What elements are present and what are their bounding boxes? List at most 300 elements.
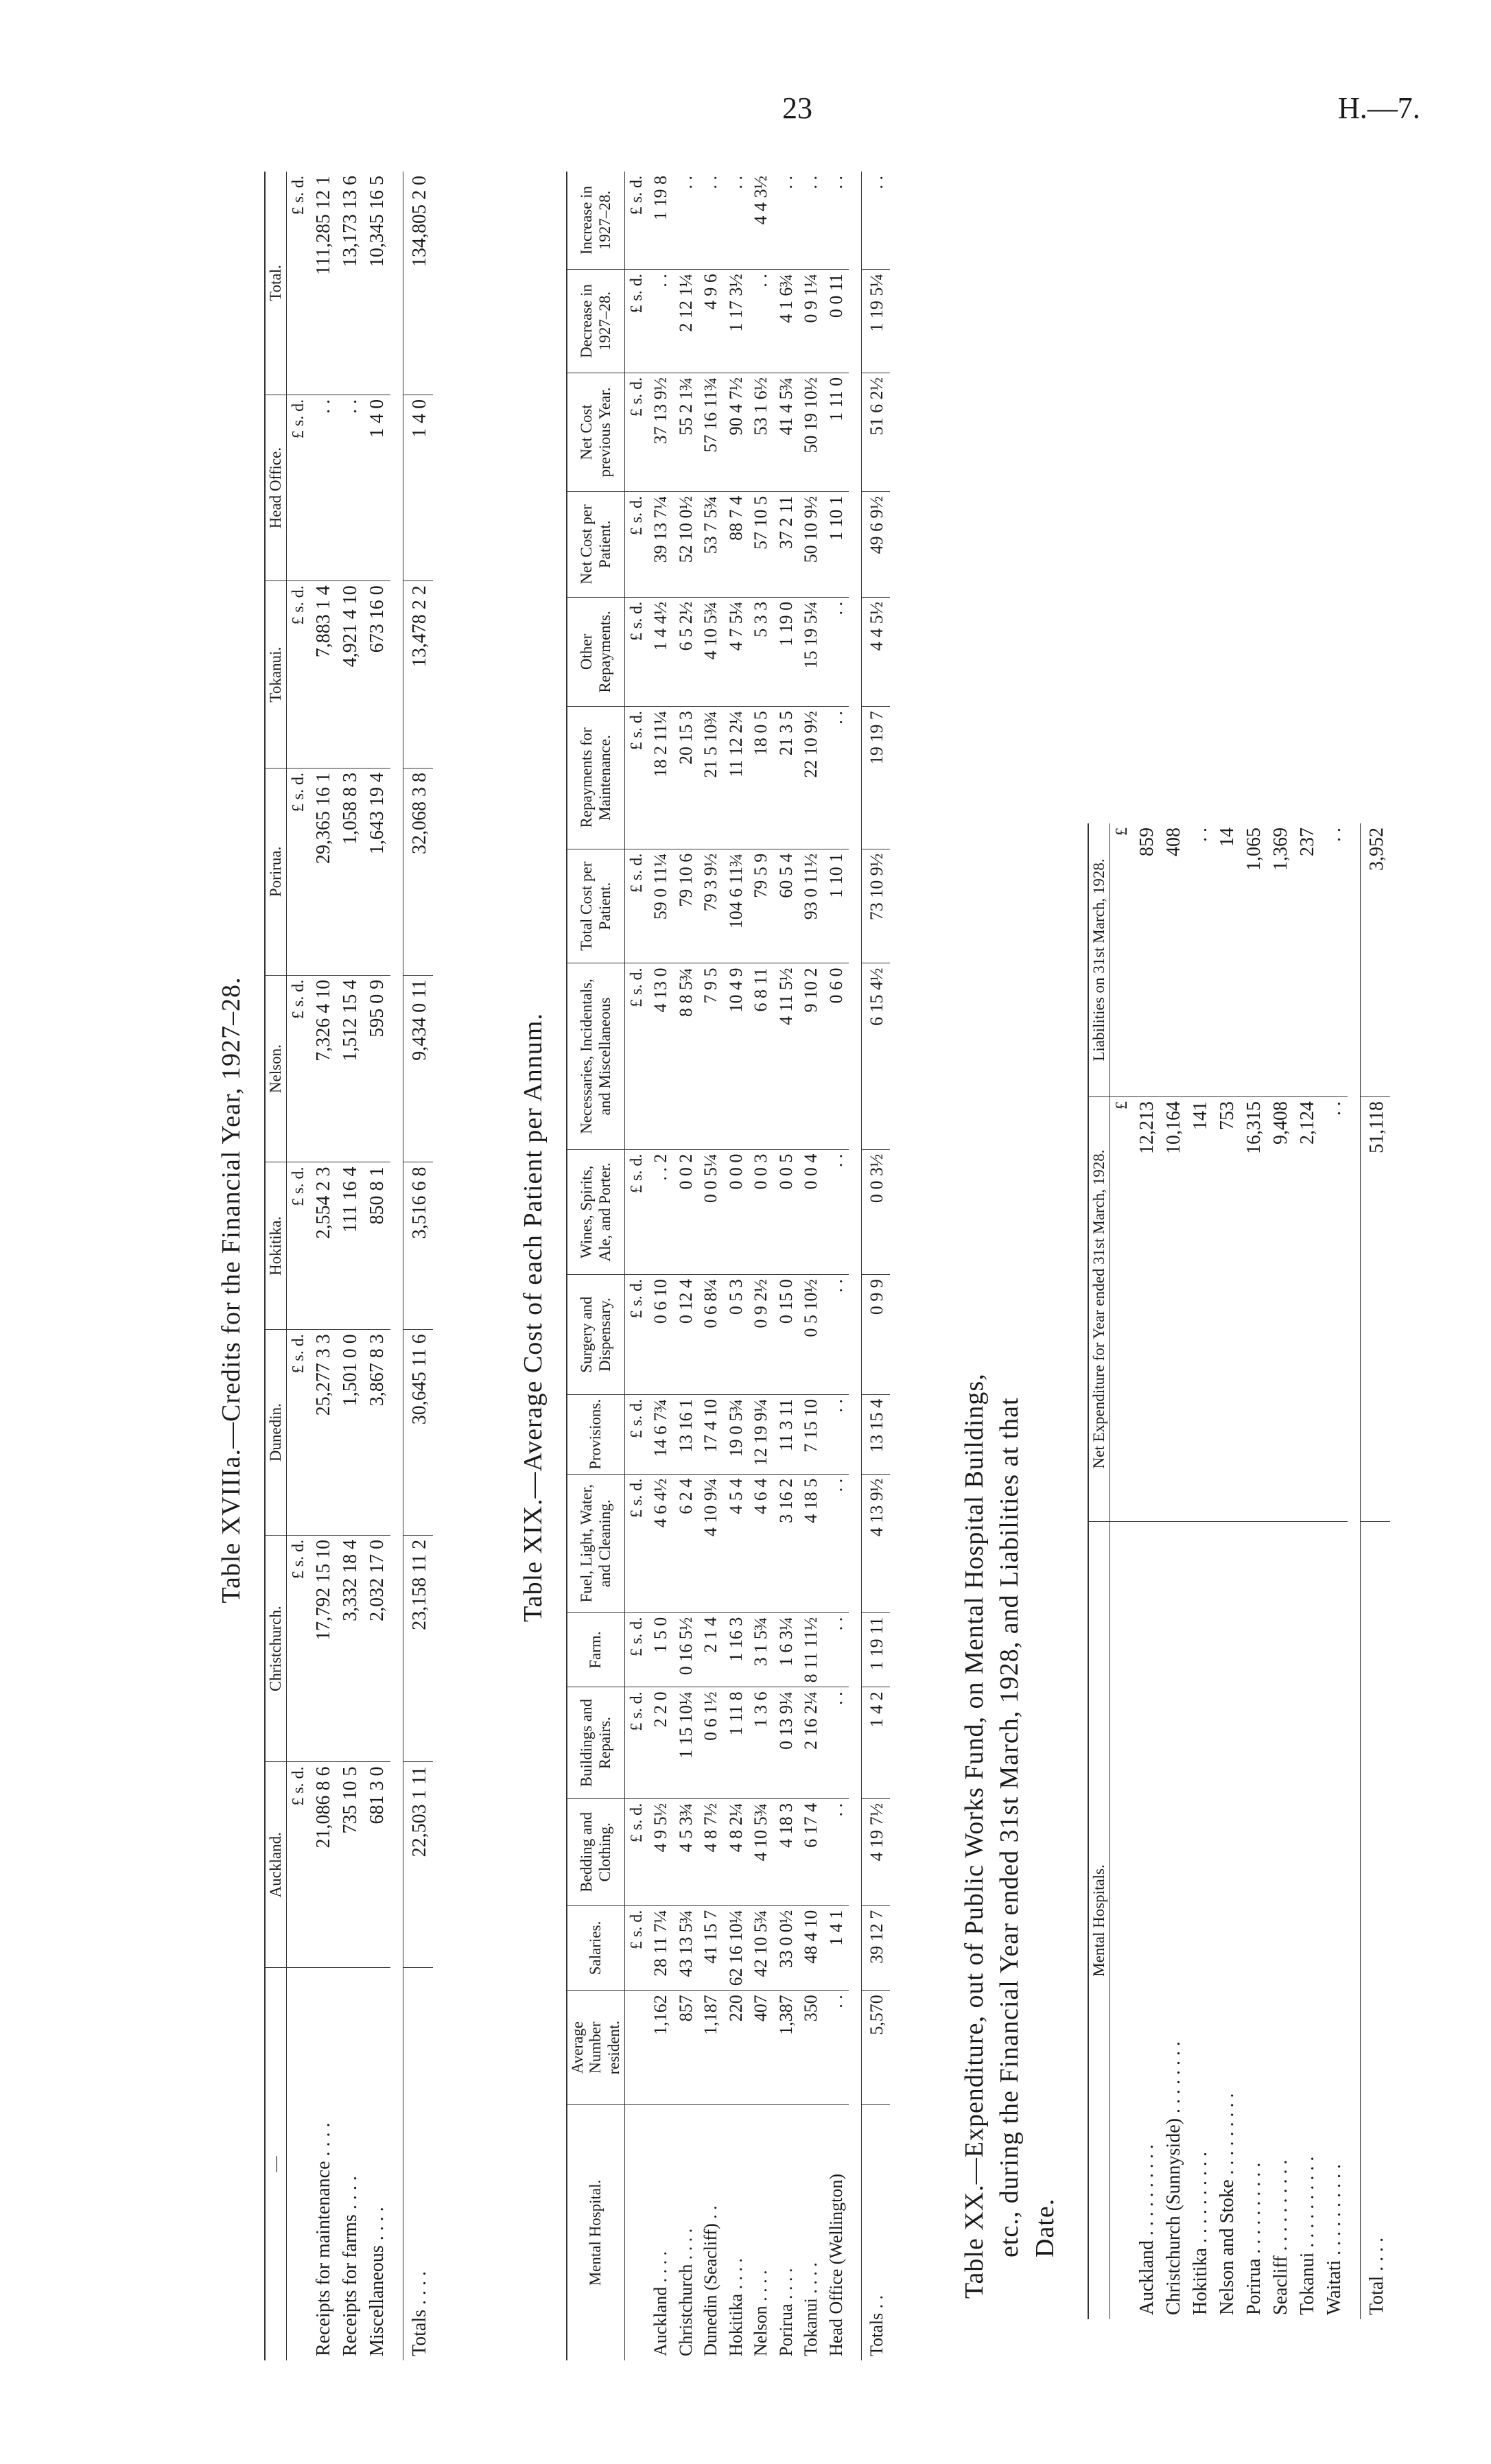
units-cell: £ bbox=[1110, 823, 1134, 1096]
table-row bbox=[648, 172, 674, 2360]
table-cell: 57 16 11¾ bbox=[698, 373, 724, 491]
units-cell: £ s. d. bbox=[287, 768, 311, 976]
page-reference: H.—7. bbox=[1338, 91, 1420, 125]
column-header: Average Number resident. bbox=[567, 1991, 625, 2105]
table-cell: 4 6 4½ bbox=[648, 1474, 674, 1612]
table-row bbox=[1294, 823, 1321, 2319]
column-header: Liabilities on 31st March, 1928. bbox=[1088, 823, 1110, 1096]
row-label: Porirua . . . . . . . . . . bbox=[1243, 2162, 1265, 2315]
column-header: Surgery and Dispensary. bbox=[567, 1275, 625, 1395]
table-cell: 7,883 1 4 bbox=[310, 581, 337, 768]
totals-row bbox=[1361, 823, 1391, 2319]
totals-cell: 13,478 2 2 bbox=[403, 581, 434, 768]
totals-cell: 1 19 5¼ bbox=[862, 270, 890, 373]
totals-cell: 6 15 4½ bbox=[862, 963, 890, 1149]
table-cell: . . bbox=[824, 172, 849, 270]
table-cell: 20 15 3 bbox=[674, 707, 699, 849]
table-cell: . . bbox=[1321, 823, 1348, 1096]
table-row bbox=[774, 172, 799, 2360]
table-cell: 57 10 5 bbox=[749, 491, 774, 597]
table-cell: 41 15 7 bbox=[698, 1905, 724, 1991]
column-header: Decrease in 1927–28. bbox=[567, 270, 625, 373]
totals-cell: 13 15 4 bbox=[862, 1394, 890, 1474]
table-cell: . . bbox=[824, 597, 849, 706]
table-cell: 104 6 11¾ bbox=[724, 849, 749, 963]
table-cell: 59 0 11¼ bbox=[648, 849, 674, 963]
table-cell: 8 8 5¾ bbox=[674, 963, 699, 1149]
table-cell: 53 7 5¾ bbox=[698, 491, 724, 597]
row-label: Hokitika . . . . bbox=[725, 2258, 746, 2356]
table-cell: 0 9 2½ bbox=[749, 1275, 774, 1395]
units-cell: £ s. d. bbox=[625, 373, 649, 491]
row-label: Christchurch . . . . bbox=[675, 2228, 696, 2356]
table-cell: 0 0 0 bbox=[724, 1149, 749, 1275]
table-cell: 13,173 13 6 bbox=[337, 172, 364, 395]
units-cell: £ s. d. bbox=[287, 1162, 311, 1330]
table-cell: 0 13 9¼ bbox=[774, 1687, 799, 1798]
table-cell: 4 18 3 bbox=[774, 1798, 799, 1905]
units-cell: £ s. d. bbox=[625, 1612, 649, 1687]
table-cell: 55 2 1¾ bbox=[674, 373, 699, 491]
table-cell: 408 bbox=[1160, 823, 1187, 1096]
table-cell: 0 15 0 bbox=[774, 1275, 799, 1395]
table-cell: 8 11 11½ bbox=[799, 1612, 824, 1687]
table-cell: 1 19 8 bbox=[648, 172, 674, 270]
table1-title: Table XVIIIa.—Credits for the Financial Year, 1927–28. bbox=[217, 976, 246, 1604]
table-cell: 42 10 5¾ bbox=[749, 1905, 774, 1991]
table-cell: 9 10 2 bbox=[799, 963, 824, 1149]
table-cell: 4 6 4 bbox=[749, 1474, 774, 1612]
row-label: Auckland . . . . bbox=[650, 2251, 671, 2356]
units-cell: £ s. d. bbox=[625, 172, 649, 270]
column-header: Mental Hospital. bbox=[567, 2105, 625, 2361]
table-cell: 7 9 5 bbox=[698, 963, 724, 1149]
table-cell: 1 4 0 bbox=[364, 395, 390, 580]
row-label: Nelson . . . . bbox=[751, 2270, 771, 2356]
table-cell: 850 8 1 bbox=[364, 1162, 390, 1330]
units-cell: £ s. d. bbox=[287, 581, 311, 768]
column-header: — bbox=[265, 1968, 287, 2361]
column-header: Head Office. bbox=[265, 395, 287, 580]
spacer-row bbox=[849, 172, 862, 2360]
page-number: 23 bbox=[782, 91, 812, 125]
table-cell: 1 3 6 bbox=[749, 1687, 774, 1798]
row-label: Nelson and Stoke . . . . . . . . . bbox=[1217, 2093, 1238, 2315]
totals-cell: 49 6 9½ bbox=[862, 491, 890, 597]
units-cell: £ s. d. bbox=[287, 975, 311, 1162]
table-row bbox=[799, 172, 824, 2360]
table-cell: 79 5 9 bbox=[749, 849, 774, 963]
table-cell: 1 10 1 bbox=[824, 491, 849, 597]
table-cell: . . bbox=[824, 1474, 849, 1612]
totals-cell: 1 4 0 bbox=[403, 395, 434, 580]
table-cell: 17 4 10 bbox=[698, 1394, 724, 1474]
units-cell: £ s. d. bbox=[625, 1474, 649, 1612]
table-cell: . . bbox=[824, 1798, 849, 1905]
table-cell: 90 4 7½ bbox=[724, 373, 749, 491]
table-cell: . . bbox=[749, 270, 774, 373]
column-header: Auckland. bbox=[265, 1762, 287, 1968]
table-cell: 12,213 bbox=[1134, 1096, 1160, 1521]
table-cell: 1 11 0 bbox=[824, 373, 849, 491]
totals-row bbox=[862, 172, 890, 2360]
table-cell: 0 0 11 bbox=[824, 270, 849, 373]
table-cell: 4 8 7½ bbox=[698, 1798, 724, 1905]
table-cell: 0 6 0 bbox=[824, 963, 849, 1149]
table-cell: 11 12 2¼ bbox=[724, 707, 749, 849]
table-cell: 1,065 bbox=[1241, 823, 1267, 1096]
table-cell: 0 9 1¼ bbox=[799, 270, 824, 373]
table-cell: 2,554 2 3 bbox=[310, 1162, 337, 1330]
table-cell: 407 bbox=[749, 1991, 774, 2105]
units-cell: £ s. d. bbox=[625, 1798, 649, 1905]
table-cell: 4 10 5¾ bbox=[698, 597, 724, 706]
table-cell: 0 0 2 bbox=[674, 1149, 699, 1275]
units-cell: £ s. d. bbox=[287, 172, 311, 395]
totals-cell: 1 19 11 bbox=[862, 1612, 890, 1687]
totals-cell: 5,570 bbox=[862, 1991, 890, 2105]
expenditure-table bbox=[1088, 823, 1390, 2319]
table-row bbox=[1134, 823, 1160, 2319]
table-cell: 350 bbox=[799, 1991, 824, 2105]
column-header: Tokanui. bbox=[265, 581, 287, 768]
table-cell: . . bbox=[337, 395, 364, 580]
table-cell: 60 5 4 bbox=[774, 849, 799, 963]
table-cell: 6 8 11 bbox=[749, 963, 774, 1149]
table-cell: 10,164 bbox=[1160, 1096, 1187, 1521]
table-cell: 1,058 8 3 bbox=[337, 768, 364, 976]
units-cell: £ s. d. bbox=[625, 849, 649, 963]
column-header: Other Repayments. bbox=[567, 597, 625, 706]
totals-label: Totals . . . . bbox=[403, 1968, 434, 2361]
units-cell: £ s. d. bbox=[625, 270, 649, 373]
table-cell: 1 16 3 bbox=[724, 1612, 749, 1687]
table-cell: 0 0 4 bbox=[799, 1149, 824, 1275]
units-cell bbox=[1110, 1522, 1134, 2320]
table-cell: 111,285 12 1 bbox=[310, 172, 337, 395]
units-cell: £ s. d. bbox=[625, 1149, 649, 1275]
table-cell: 1,643 19 4 bbox=[364, 768, 390, 976]
table-cell: 3 1 5¾ bbox=[749, 1612, 774, 1687]
table-cell: 21 5 10¾ bbox=[698, 707, 724, 849]
table-row bbox=[1160, 823, 1187, 2319]
table-cell: 18 2 11¼ bbox=[648, 707, 674, 849]
totals-cell: 3,952 bbox=[1361, 823, 1391, 1096]
column-header: Christchurch. bbox=[265, 1535, 287, 1762]
column-header: Bedding and Clothing. bbox=[567, 1798, 625, 1905]
table-cell: 1,187 bbox=[698, 1991, 724, 2105]
table-cell: 3,867 8 3 bbox=[364, 1330, 390, 1536]
totals-cell: 39 12 7 bbox=[862, 1905, 890, 1991]
table-cell: 857 bbox=[674, 1991, 699, 2105]
table-cell: 1,387 bbox=[774, 1991, 799, 2105]
units-cell bbox=[625, 2105, 649, 2361]
table-cell: 52 10 0½ bbox=[674, 491, 699, 597]
table-row bbox=[1187, 823, 1214, 2319]
table-cell: . . bbox=[674, 172, 699, 270]
table-cell: 88 7 4 bbox=[724, 491, 749, 597]
table-cell: 4,921 4 10 bbox=[337, 581, 364, 768]
units-cell: £ s. d. bbox=[625, 963, 649, 1149]
units-cell: £ bbox=[1110, 1096, 1134, 1521]
table-row bbox=[364, 172, 390, 2360]
table-cell: 4 10 9¼ bbox=[698, 1474, 724, 1612]
column-header: Nelson. bbox=[265, 975, 287, 1162]
table-cell: . . bbox=[824, 1394, 849, 1474]
units-cell: £ s. d. bbox=[625, 1905, 649, 1991]
table-cell: . . bbox=[824, 1991, 849, 2105]
table-cell: 6 17 4 bbox=[799, 1798, 824, 1905]
table-row bbox=[310, 172, 337, 2360]
totals-cell: 51 6 2½ bbox=[862, 373, 890, 491]
column-header: Provisions. bbox=[567, 1394, 625, 1474]
units-cell bbox=[287, 1968, 311, 2361]
units-cell: £ s. d. bbox=[625, 1275, 649, 1395]
row-label: Tokanui . . . . . . . . . . bbox=[1297, 2156, 1319, 2315]
units-cell: £ s. d. bbox=[625, 597, 649, 706]
table-cell: 22 10 9½ bbox=[799, 707, 824, 849]
totals-cell: 0 9 9 bbox=[862, 1275, 890, 1395]
table3-title bbox=[957, 789, 1063, 2299]
table-cell: 28 11 7¼ bbox=[648, 1905, 674, 1991]
table-cell: 1 11 8 bbox=[724, 1687, 749, 1798]
column-header: Total Cost per Patient. bbox=[567, 849, 625, 963]
table-cell: 37 2 11 bbox=[774, 491, 799, 597]
table-cell: 111 16 4 bbox=[337, 1162, 364, 1330]
table-cell: 2 12 1¼ bbox=[674, 270, 699, 373]
column-header: Salaries. bbox=[567, 1905, 625, 1991]
totals-label: Total . . . . bbox=[1361, 1522, 1391, 2320]
column-header: Net Cost per Patient. bbox=[567, 491, 625, 597]
table-cell: 1 15 10¼ bbox=[674, 1687, 699, 1798]
row-label: Hokitika . . . . . . . . . . bbox=[1190, 2152, 1212, 2315]
table-cell: 93 0 11½ bbox=[799, 849, 824, 963]
table-cell: 17,792 15 10 bbox=[310, 1535, 337, 1762]
table-cell: . . bbox=[1321, 1096, 1348, 1521]
table-cell: . . bbox=[310, 395, 337, 580]
table-cell: 25,277 3 3 bbox=[310, 1330, 337, 1536]
table-row bbox=[1321, 823, 1348, 2319]
table-cell: . . bbox=[774, 172, 799, 270]
units-cell: £ s. d. bbox=[625, 1394, 649, 1474]
table-cell: 21 3 5 bbox=[774, 707, 799, 849]
table-row bbox=[1267, 823, 1294, 2319]
table-cell: 37 13 9½ bbox=[648, 373, 674, 491]
table-cell: 4 18 5 bbox=[799, 1474, 824, 1612]
units-cell: £ s. d. bbox=[287, 1330, 311, 1536]
table-cell: 2 1 4 bbox=[698, 1612, 724, 1687]
table-row bbox=[724, 172, 749, 2360]
table-cell: 43 13 5¾ bbox=[674, 1905, 699, 1991]
table-cell: 13 16 1 bbox=[674, 1394, 699, 1474]
table-cell: . . bbox=[824, 1275, 849, 1395]
table2-title: Table XIX.—Average Cost of each Patient per Annum. bbox=[519, 1013, 548, 1622]
table-cell: 0 5 3 bbox=[724, 1275, 749, 1395]
units-cell: £ s. d. bbox=[625, 1687, 649, 1798]
units-cell: £ s. d. bbox=[287, 1762, 311, 1968]
units-cell: £ s. d. bbox=[625, 707, 649, 849]
table-cell: 62 16 10¼ bbox=[724, 1905, 749, 1991]
table-cell: 19 0 5¾ bbox=[724, 1394, 749, 1474]
table-cell: 18 0 5 bbox=[749, 707, 774, 849]
table-row bbox=[1241, 823, 1267, 2319]
table-cell: 595 0 9 bbox=[364, 975, 390, 1162]
table-cell: 1,501 0 0 bbox=[337, 1330, 364, 1536]
table-cell: . . bbox=[799, 172, 824, 270]
row-label: Head Office (Wellington) bbox=[825, 2174, 846, 2356]
column-header: Total. bbox=[265, 172, 287, 395]
column-header: Wines, Spirits, Ale, and Porter. bbox=[567, 1149, 625, 1275]
column-header: Dunedin. bbox=[265, 1330, 287, 1536]
table-cell: 0 6 8¼ bbox=[698, 1275, 724, 1395]
totals-cell: 4 19 7½ bbox=[862, 1798, 890, 1905]
totals-cell: 4 13 9½ bbox=[862, 1474, 890, 1612]
table3-title-line: etc., during the Financial Year ended 31st March, 1928, and Liabilities at that bbox=[995, 1397, 1024, 2257]
row-label: Dunedin (Seacliff) . . bbox=[701, 2205, 721, 2356]
table-cell: 6 2 4 bbox=[674, 1474, 699, 1612]
units-cell: £ s. d. bbox=[287, 1535, 311, 1762]
table-cell: 7 15 10 bbox=[799, 1394, 824, 1474]
table-cell: . . bbox=[648, 270, 674, 373]
table-cell: 1 4 1 bbox=[824, 1905, 849, 1991]
table-cell: 16,315 bbox=[1241, 1096, 1267, 1521]
spacer-cell bbox=[849, 2105, 862, 2361]
row-label: Seacliff . . . . . . . . . . bbox=[1270, 2159, 1292, 2315]
table-cell: 1,162 bbox=[648, 1991, 674, 2105]
spacer-cell bbox=[1348, 1522, 1361, 2320]
table3-title-line: Table XX.—Expenditure, out of Public Works Fund, on Mental Hospital Buildings, bbox=[960, 1373, 989, 2299]
table-cell: 4 13 0 bbox=[648, 963, 674, 1149]
table-cell: 12 19 9¼ bbox=[749, 1394, 774, 1474]
table-cell: 14 6 7¾ bbox=[648, 1394, 674, 1474]
totals-cell: 3,516 6 8 bbox=[403, 1162, 434, 1330]
units-row bbox=[287, 172, 311, 2360]
table-cell: 0 0 5 bbox=[774, 1149, 799, 1275]
column-header: Buildings and Repairs. bbox=[567, 1687, 625, 1798]
table-cell: 1 19 0 bbox=[774, 597, 799, 706]
row-label: Waitati . . . . . . . . . . bbox=[1324, 2163, 1346, 2315]
table-cell: 79 10 6 bbox=[674, 849, 699, 963]
table-cell: 4 9 6 bbox=[698, 270, 724, 373]
column-header: Net Expenditure for Year ended 31st March, 1928. bbox=[1088, 1096, 1110, 1521]
table-cell: 10,345 16 5 bbox=[364, 172, 390, 395]
table-cell: . . 2 bbox=[648, 1149, 674, 1275]
row-label: Tokanui . . . . bbox=[801, 2262, 821, 2356]
average-cost-table bbox=[566, 172, 890, 2360]
table-row bbox=[1214, 823, 1241, 2319]
totals-label: Totals . . bbox=[862, 2105, 890, 2361]
column-header: Hokitika. bbox=[265, 1162, 287, 1330]
totals-cell: 32,068 3 8 bbox=[403, 768, 434, 976]
totals-cell: 22,503 1 11 bbox=[403, 1762, 434, 1968]
table-cell: 29,365 16 1 bbox=[310, 768, 337, 976]
table-cell: 7,326 4 10 bbox=[310, 975, 337, 1162]
row-label: Porirua . . . . bbox=[775, 2268, 796, 2356]
units-row bbox=[1110, 823, 1134, 2319]
totals-row bbox=[403, 172, 434, 2360]
table-cell: 1 6 3¼ bbox=[774, 1612, 799, 1687]
spacer-row bbox=[1348, 823, 1361, 2319]
table-cell: 0 0 5¼ bbox=[698, 1149, 724, 1275]
table-cell: 2,124 bbox=[1294, 1096, 1321, 1521]
table-cell: 21,086 8 6 bbox=[310, 1762, 337, 1968]
totals-cell: 9,434 0 11 bbox=[403, 975, 434, 1162]
table-cell: 79 3 9½ bbox=[698, 849, 724, 963]
totals-cell: 1 4 2 bbox=[862, 1687, 890, 1798]
row-label: Miscellaneous . . . . bbox=[366, 2207, 388, 2356]
table-cell: 4 5 4 bbox=[724, 1474, 749, 1612]
table-row bbox=[674, 172, 699, 2360]
row-label: Receipts for farms . . . . bbox=[340, 2176, 362, 2356]
table-cell: 237 bbox=[1294, 823, 1321, 1096]
table-cell: . . bbox=[824, 1687, 849, 1798]
row-label: Auckland . . . . . . . . . . bbox=[1136, 2144, 1158, 2315]
table-cell: 673 16 0 bbox=[364, 581, 390, 768]
table-cell: 39 13 7¼ bbox=[648, 491, 674, 597]
table-cell: 14 bbox=[1214, 823, 1241, 1096]
totals-cell: 73 10 9½ bbox=[862, 849, 890, 963]
table-cell: 48 4 10 bbox=[799, 1905, 824, 1991]
table-cell: 2,032 17 0 bbox=[364, 1535, 390, 1762]
table-cell: 50 10 9½ bbox=[799, 491, 824, 597]
units-row bbox=[625, 172, 649, 2360]
credits-table bbox=[264, 172, 433, 2360]
table-row bbox=[698, 172, 724, 2360]
table-cell: 15 19 5¼ bbox=[799, 597, 824, 706]
column-header: Fuel, Light, Water, and Cleaning. bbox=[567, 1474, 625, 1612]
spacer-row bbox=[390, 172, 403, 2360]
units-cell: £ s. d. bbox=[287, 395, 311, 580]
table-cell: 10 4 9 bbox=[724, 963, 749, 1149]
table-cell: 3,332 18 4 bbox=[337, 1535, 364, 1762]
table-cell: 4 8 2¼ bbox=[724, 1798, 749, 1905]
table-cell: 0 12 4 bbox=[674, 1275, 699, 1395]
column-header: Mental Hospitals. bbox=[1088, 1522, 1110, 2320]
table-cell: 4 7 5¼ bbox=[724, 597, 749, 706]
table-cell: . . bbox=[1187, 823, 1214, 1096]
table-cell: 11 3 11 bbox=[774, 1394, 799, 1474]
table-cell: 1 10 1 bbox=[824, 849, 849, 963]
table-cell: 859 bbox=[1134, 823, 1160, 1096]
table-cell: 681 3 0 bbox=[364, 1762, 390, 1968]
table-cell: 2 16 2¼ bbox=[799, 1687, 824, 1798]
table-cell: 9,408 bbox=[1267, 1096, 1294, 1521]
table-cell: 4 1 6¾ bbox=[774, 270, 799, 373]
table-cell: 0 0 3 bbox=[749, 1149, 774, 1275]
table-cell: 0 5 10½ bbox=[799, 1275, 824, 1395]
table-cell: 1,512 15 4 bbox=[337, 975, 364, 1162]
totals-cell: 51,118 bbox=[1361, 1096, 1391, 1521]
column-header: Repayments for Maintenance. bbox=[567, 707, 625, 849]
units-cell bbox=[625, 1991, 649, 2105]
totals-cell: 4 4 5½ bbox=[862, 597, 890, 706]
table-cell: 220 bbox=[724, 1991, 749, 2105]
table-cell: 50 19 10½ bbox=[799, 373, 824, 491]
table-cell: 3 16 2 bbox=[774, 1474, 799, 1612]
table-cell: 0 6 1½ bbox=[698, 1687, 724, 1798]
table-cell: 4 11 5½ bbox=[774, 963, 799, 1149]
table-cell: 41 4 5¾ bbox=[774, 373, 799, 491]
row-label: Receipts for maintenance . . . . bbox=[313, 2122, 335, 2356]
column-header: Net Cost previous Year. bbox=[567, 373, 625, 491]
spacer-cell bbox=[390, 1968, 403, 2361]
table-cell: 0 6 10 bbox=[648, 1275, 674, 1395]
table-cell: 753 bbox=[1214, 1096, 1241, 1521]
table-cell: . . bbox=[724, 172, 749, 270]
table-cell: . . bbox=[824, 1149, 849, 1275]
units-cell: £ s. d. bbox=[625, 491, 649, 597]
column-header: Increase in 1927–28. bbox=[567, 172, 625, 270]
